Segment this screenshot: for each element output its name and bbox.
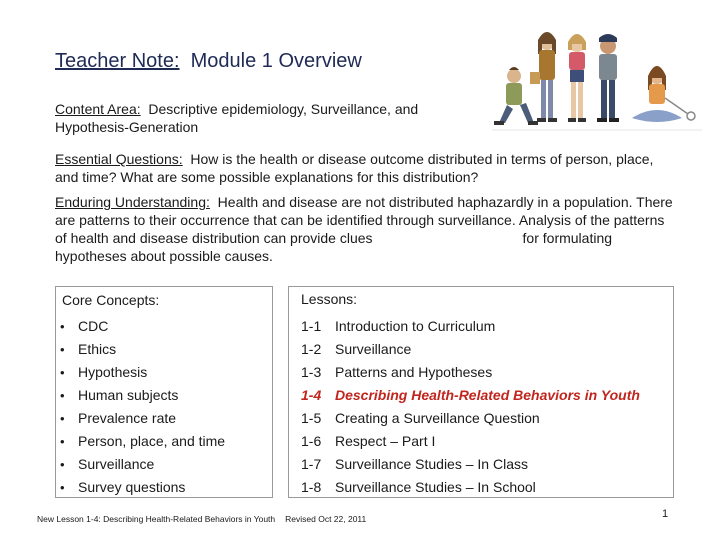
bullet-icon: • bbox=[60, 457, 65, 472]
lesson-row bbox=[289, 407, 673, 430]
lesson-number: 1-6 bbox=[301, 433, 322, 449]
core-concepts-heading: Core Concepts: bbox=[62, 292, 160, 308]
lesson-row bbox=[289, 315, 673, 338]
footer bbox=[37, 514, 366, 524]
lesson-number: 1-5 bbox=[301, 410, 322, 426]
concept-label: Ethics bbox=[78, 341, 117, 357]
list-item bbox=[56, 453, 272, 476]
list-item bbox=[56, 384, 272, 407]
student-figure-5 bbox=[632, 66, 695, 122]
concept-label: Human subjects bbox=[78, 387, 179, 403]
content-area-text: Descriptive epidemiology, Surveillance, and Hypothesis-Generation bbox=[55, 101, 419, 135]
page-title bbox=[55, 50, 362, 73]
concept-label: Hypothesis bbox=[78, 364, 148, 380]
lesson-number: 1-1 bbox=[301, 318, 322, 334]
lesson-number: 1-4 bbox=[301, 387, 322, 403]
lesson-title: Creating a Surveillance Question bbox=[335, 410, 540, 426]
title-main: Module 1 Overview bbox=[190, 50, 362, 72]
title-prefix: Teacher Note: bbox=[55, 50, 180, 72]
bullet-icon: • bbox=[60, 480, 65, 495]
lesson-number: 1-8 bbox=[301, 479, 322, 495]
bullet-icon: • bbox=[60, 365, 65, 380]
concept-label: Person, place, and time bbox=[78, 433, 226, 449]
lessons-heading: Lessons: bbox=[301, 291, 358, 307]
concept-label: Surveillance bbox=[78, 456, 155, 472]
bullet-icon: • bbox=[60, 434, 65, 449]
content-area-label: Content Area: bbox=[55, 101, 141, 117]
core-concepts-list bbox=[56, 315, 272, 499]
lesson-number: 1-3 bbox=[301, 364, 322, 380]
essential-questions-text: How is the health or disease outcome distributed in terms of person, place, and time? What are some possible explanations for this distribution? bbox=[55, 151, 654, 185]
list-item bbox=[56, 407, 272, 430]
concept-label: Prevalence rate bbox=[78, 410, 177, 426]
list-item bbox=[56, 338, 272, 361]
lesson-number: 1-7 bbox=[301, 456, 322, 472]
lesson-title: Surveillance Studies – In Class bbox=[335, 456, 528, 472]
lesson-row bbox=[289, 338, 673, 361]
bullet-icon: • bbox=[60, 388, 65, 403]
lesson-title: Patterns and Hypotheses bbox=[335, 364, 493, 380]
lesson-title: Respect – Part I bbox=[335, 433, 436, 449]
lesson-title: Surveillance Studies – In School bbox=[335, 479, 536, 495]
concept-label: Survey questions bbox=[78, 479, 186, 495]
footer-revised: Revised Oct 22, 2011 bbox=[285, 514, 367, 524]
students-illustration bbox=[492, 14, 702, 136]
student-figure-2 bbox=[530, 32, 557, 122]
footer-lesson-note: New Lesson 1-4: Describing Health-Related Behaviors in Youth bbox=[37, 514, 276, 524]
enduring-understanding-text-b: for formulating hypotheses about possible causes. bbox=[55, 230, 613, 264]
lesson-title: Describing Health-Related Behaviors in Youth bbox=[335, 387, 640, 403]
lesson-row bbox=[289, 453, 673, 476]
lesson-title: Introduction to Curriculum bbox=[335, 318, 496, 334]
core-concepts-box bbox=[55, 286, 273, 498]
page-number: 1 bbox=[662, 508, 669, 520]
essential-questions bbox=[55, 150, 675, 186]
lesson-title: Surveillance bbox=[335, 341, 412, 357]
student-figure-3 bbox=[568, 34, 586, 122]
content-area bbox=[55, 100, 475, 136]
lesson-row bbox=[289, 476, 673, 499]
lessons-list bbox=[289, 315, 673, 499]
list-item bbox=[56, 430, 272, 453]
list-item bbox=[56, 476, 272, 499]
concept-label: CDC bbox=[78, 318, 109, 334]
bullet-icon: • bbox=[60, 342, 65, 357]
lesson-row bbox=[289, 361, 673, 384]
enduring-understanding-text-a: Health and disease are not distributed haphazardly in a population. There are patterns to their occurrence that can be identified through surveillance. Analysis of the patterns of health and disease distribution can provide clues bbox=[55, 194, 673, 246]
student-figure-4 bbox=[597, 34, 619, 122]
lesson-number: 1-2 bbox=[301, 341, 322, 357]
essential-questions-label: Essential Questions: bbox=[55, 151, 183, 167]
list-item bbox=[56, 315, 272, 338]
bullet-icon: • bbox=[60, 319, 65, 334]
lessons-box bbox=[288, 286, 674, 498]
lesson-row bbox=[289, 430, 673, 453]
bullet-icon: • bbox=[60, 411, 65, 426]
enduring-understanding bbox=[55, 193, 675, 265]
enduring-understanding-label: Enduring Understanding: bbox=[55, 194, 210, 210]
lesson-row-current bbox=[289, 384, 673, 407]
list-item bbox=[56, 361, 272, 384]
